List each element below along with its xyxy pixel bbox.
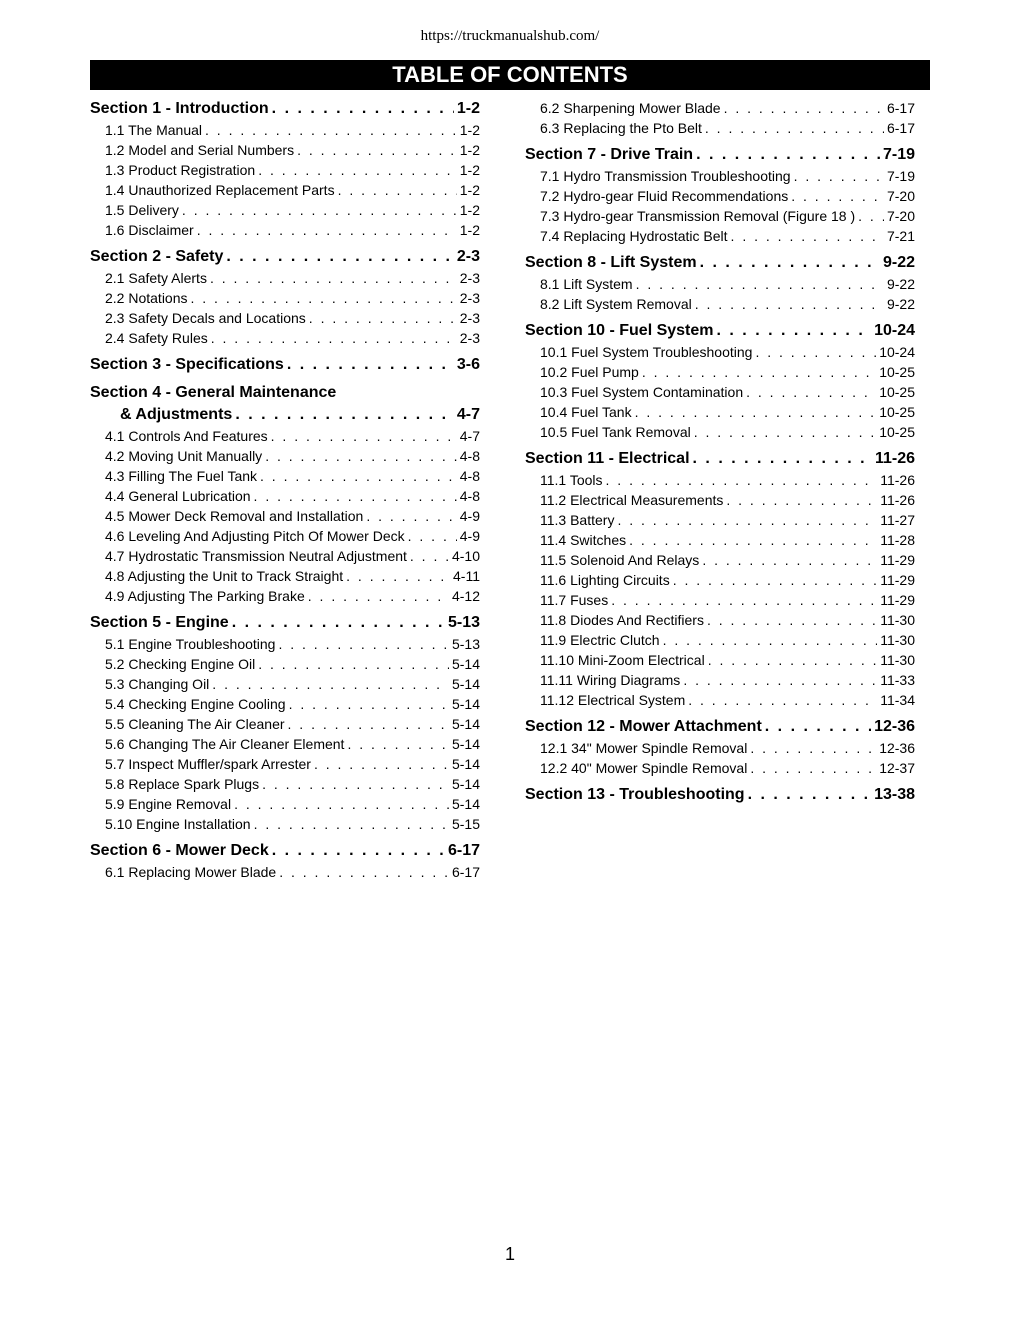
- toc-entry: [525, 294, 915, 314]
- toc-entry-label: 4.3 Filling The Fuel Tank: [105, 468, 258, 484]
- toc-entry-page: 1-2: [459, 162, 480, 178]
- toc-entry: [525, 590, 915, 610]
- toc-entry-page: 13-38: [874, 786, 915, 803]
- toc-entry-page: 1-2: [459, 182, 480, 198]
- dot-leader: [635, 402, 877, 422]
- toc-entry-label: 2.1 Safety Alerts: [105, 270, 207, 286]
- toc-entry-label: 5.9 Engine Removal: [105, 796, 232, 812]
- toc-entry: [90, 506, 480, 526]
- toc-entry-label: 1.3 Product Registration: [105, 162, 256, 178]
- toc-entry-label: 7.2 Hydro-gear Fluid Recommendations: [540, 188, 789, 204]
- dot-leader: [642, 362, 876, 382]
- toc-entry: [90, 694, 480, 714]
- toc-entry-label: Section 10 - Fuel System: [525, 322, 714, 339]
- toc-entry-page: 12-37: [879, 760, 915, 776]
- toc-entry-label: 10.4 Fuel Tank: [540, 404, 632, 420]
- dot-leader: [765, 716, 871, 738]
- toc-entry-label: 2.4 Safety Rules: [105, 330, 208, 346]
- toc-section-heading: [525, 320, 915, 342]
- toc-title: TABLE OF CONTENTS: [90, 60, 930, 90]
- toc-entry: [90, 546, 480, 566]
- toc-entry: [90, 466, 480, 486]
- toc-section-heading: [90, 246, 480, 268]
- toc-entry: [525, 690, 915, 710]
- dot-leader: [755, 342, 876, 362]
- toc-entry-label: Section 8 - Lift System: [525, 254, 697, 271]
- toc-entry-label: 5.7 Inspect Muffler/spark Arrester: [105, 756, 311, 772]
- toc-entry-label: 11.6 Lighting Circuits: [540, 572, 670, 588]
- toc-entry: [90, 654, 480, 674]
- toc-entry-label: 7.3 Hydro-gear Transmission Removal (Figure 18 ): [540, 208, 856, 224]
- toc-entry: [525, 186, 915, 206]
- toc-entry-label: Section 7 - Drive Train: [525, 146, 694, 163]
- dot-leader: [272, 98, 454, 120]
- dot-leader: [262, 774, 449, 794]
- toc-entry-page: 10-24: [879, 344, 915, 360]
- dot-leader: [232, 612, 445, 634]
- toc-entry-label: 11.5 Solenoid And Relays: [540, 552, 700, 568]
- toc-entry-label: 1.6 Disclaimer: [105, 222, 194, 238]
- toc-entry-page: 2-3: [459, 310, 480, 326]
- toc-entry-page: 9-22: [886, 296, 915, 312]
- toc-entry: [525, 758, 915, 778]
- toc-entry-page: 6-17: [447, 842, 480, 859]
- toc-entry-label: 11.1 Tools: [540, 472, 603, 488]
- dot-leader: [287, 354, 454, 376]
- dot-leader: [791, 186, 884, 206]
- dot-leader: [265, 446, 457, 466]
- toc-entry-label: 11.2 Electrical Measurements: [540, 492, 724, 508]
- toc-entry: [90, 328, 480, 348]
- toc-entry-label: 11.11 Wiring Diagrams: [540, 672, 681, 688]
- toc-entry: [525, 670, 915, 690]
- toc-entry-label: 2.2 Notations: [105, 290, 188, 306]
- toc-entry-label: Section 2 - Safety: [90, 248, 224, 265]
- dot-leader: [254, 486, 457, 506]
- toc-entry: [90, 734, 480, 754]
- dot-leader: [297, 140, 457, 160]
- toc-entry-page: 11-26: [880, 492, 915, 508]
- dot-leader: [707, 610, 877, 630]
- toc-entry-label: 4.1 Controls And Features: [105, 428, 268, 444]
- toc-entry-page: 7-19: [886, 168, 915, 184]
- dot-leader: [254, 814, 449, 834]
- page-number: 1: [504, 1244, 515, 1264]
- dot-leader: [211, 328, 457, 348]
- toc-entry-label: 6.1 Replacing Mower Blade: [105, 864, 277, 880]
- toc-entry-page: 5-14: [451, 656, 480, 672]
- toc-section-heading: [90, 404, 480, 426]
- toc-entry-label: & Adjustments: [120, 406, 233, 423]
- toc-entry-label: Section 13 - Troubleshooting: [525, 786, 745, 803]
- toc-entry-page: 7-20: [886, 208, 915, 224]
- toc-entry: [90, 714, 480, 734]
- toc-entry: [525, 510, 915, 530]
- toc-entry-page: 10-25: [879, 424, 915, 440]
- toc-entry: [90, 426, 480, 446]
- toc-entry-page: 11-29: [880, 592, 915, 608]
- dot-leader: [750, 758, 876, 778]
- toc-entry: [90, 308, 480, 328]
- toc-entry-page: 12-36: [879, 740, 915, 756]
- toc-entry-label: 11.9 Electric Clutch: [540, 632, 660, 648]
- dot-leader: [279, 862, 449, 882]
- toc-entry: [525, 226, 915, 246]
- toc-entry-label: 1.4 Unauthorized Replacement Parts: [105, 182, 335, 198]
- dot-leader: [683, 670, 877, 690]
- toc-entry: [90, 288, 480, 308]
- toc-entry-page: 11-30: [880, 652, 915, 668]
- toc-entry-page: 4-9: [459, 508, 480, 524]
- toc-entry-label: 5.3 Changing Oil: [105, 676, 210, 692]
- toc-entry-label: 7.1 Hydro Transmission Troubleshooting: [540, 168, 791, 184]
- toc-entry-page: 10-25: [879, 404, 915, 420]
- toc-entry-page: 2-3: [459, 270, 480, 286]
- toc-entry-page: 10-24: [874, 322, 915, 339]
- toc-entry-page: 4-8: [459, 448, 480, 464]
- dot-leader: [606, 470, 878, 490]
- toc-entry-label: 11.3 Battery: [540, 512, 615, 528]
- toc-entry-label: 8.1 Lift System: [540, 276, 633, 292]
- toc-entry-label: Section 5 - Engine: [90, 614, 229, 631]
- toc-entry-label: 5.1 Engine Troubleshooting: [105, 636, 276, 652]
- dot-leader: [629, 530, 877, 550]
- dot-leader: [695, 294, 884, 314]
- toc-entry-label: 11.7 Fuses: [540, 592, 609, 608]
- toc-entry-page: 5-14: [451, 776, 480, 792]
- toc-entry: [90, 754, 480, 774]
- toc-entry: [90, 200, 480, 220]
- dot-leader: [258, 160, 457, 180]
- dot-leader: [210, 268, 457, 288]
- dot-leader: [663, 630, 878, 650]
- source-url: https://truckmanualshub.com/: [420, 28, 600, 44]
- toc-section-heading: [525, 784, 915, 806]
- dot-leader: [688, 690, 877, 710]
- toc-entry: [90, 120, 480, 140]
- toc-entry-page: 2-3: [459, 290, 480, 306]
- toc-entry-page: 11-29: [880, 552, 915, 568]
- toc-entry-label: 1.2 Model and Serial Numbers: [105, 142, 295, 158]
- toc-entry-label: 1.1 The Manual: [105, 122, 203, 138]
- toc-entry-page: 11-33: [880, 672, 915, 688]
- toc-entry: [90, 814, 480, 834]
- toc-entry-page: 7-21: [886, 228, 915, 244]
- toc-entry-label: 12.2 40" Mower Spindle Removal: [540, 760, 748, 776]
- dot-leader: [346, 566, 450, 586]
- dot-leader: [750, 738, 876, 758]
- toc-section-heading: [90, 840, 480, 862]
- toc-entry: [525, 610, 915, 630]
- dot-leader: [731, 226, 884, 246]
- toc-entry-label: Section 1 - Introduction: [90, 100, 269, 117]
- dot-leader: [272, 840, 445, 862]
- toc-entry-page: 1-2: [459, 122, 480, 138]
- toc-entry-page: 11-29: [880, 572, 915, 588]
- toc-entry-page: 9-22: [882, 254, 915, 271]
- toc-entry-page: 6-17: [451, 864, 480, 880]
- toc-entry-page: 5-13: [451, 636, 480, 652]
- toc-entry-label: 1.5 Delivery: [105, 202, 179, 218]
- dot-leader: [858, 206, 884, 226]
- toc-entry-page: 1-2: [459, 222, 480, 238]
- toc-entry: [525, 98, 915, 118]
- toc-entry-page: 11-27: [880, 512, 915, 528]
- dot-leader: [748, 784, 872, 806]
- toc-entry: [90, 634, 480, 654]
- toc-entry: [525, 402, 915, 422]
- toc-entry-page: 11-30: [880, 612, 915, 628]
- toc-entry-page: 4-10: [451, 548, 480, 564]
- toc-section-heading: [525, 252, 915, 274]
- dot-leader: [205, 120, 457, 140]
- toc-entry-page: 4-7: [459, 428, 480, 444]
- toc-entry: [525, 206, 915, 226]
- toc-entry-label: Section 12 - Mower Attachment: [525, 718, 762, 735]
- dot-leader: [347, 734, 449, 754]
- toc-entry-label: 4.8 Adjusting the Unit to Track Straight: [105, 568, 344, 584]
- toc-entry-label: 4.5 Mower Deck Removal and Installation: [105, 508, 364, 524]
- toc-entry: [90, 862, 480, 882]
- toc-entry-label: 6.3 Replacing the Pto Belt: [540, 120, 702, 136]
- toc-entry-label: Section 4 - General Maintenance: [90, 384, 337, 401]
- dot-leader: [226, 246, 454, 268]
- toc-entry-label: 11.10 Mini-Zoom Electrical: [540, 652, 705, 668]
- toc-entry-page: 2-3: [456, 248, 480, 265]
- toc-entry-page: 4-7: [456, 406, 480, 423]
- toc-entry-page: 3-6: [456, 356, 480, 373]
- toc-entry: [525, 490, 915, 510]
- toc-entry: [90, 774, 480, 794]
- toc-entry: [525, 650, 915, 670]
- toc-entry-page: 9-22: [886, 276, 915, 292]
- toc-entry-page: 2-3: [459, 330, 480, 346]
- dot-leader: [338, 180, 457, 200]
- toc-entry-label: 8.2 Lift System Removal: [540, 296, 692, 312]
- toc-entry-label: 10.5 Fuel Tank Removal: [540, 424, 691, 440]
- toc-entry: [90, 180, 480, 200]
- dot-leader: [408, 526, 457, 546]
- dot-leader: [289, 694, 449, 714]
- dot-leader: [366, 506, 456, 526]
- toc-entry: [525, 362, 915, 382]
- toc-right-column: [525, 98, 915, 806]
- toc-entry-page: 1-2: [456, 100, 480, 117]
- toc-entry-page: 6-17: [886, 120, 915, 136]
- toc-entry-label: 5.10 Engine Installation: [105, 816, 251, 832]
- dot-leader: [794, 166, 884, 186]
- toc-section-heading: [90, 382, 480, 404]
- toc-entry-page: 4-11: [453, 568, 480, 584]
- toc-entry: [525, 422, 915, 442]
- toc-entry-page: 4-8: [459, 488, 480, 504]
- toc-entry-page: 5-14: [451, 716, 480, 732]
- dot-leader: [724, 98, 884, 118]
- dot-leader: [288, 714, 449, 734]
- toc-entry-label: 4.4 General Lubrication: [105, 488, 251, 504]
- toc-entry-page: 6-17: [886, 100, 915, 116]
- toc-entry-page: 10-25: [879, 384, 915, 400]
- toc-entry: [525, 630, 915, 650]
- toc-entry-label: Section 11 - Electrical: [525, 450, 690, 467]
- toc-entry-page: 1-2: [459, 202, 480, 218]
- toc-entry: [90, 586, 480, 606]
- toc-entry-label: 10.2 Fuel Pump: [540, 364, 639, 380]
- toc-entry: [90, 794, 480, 814]
- toc-entry-page: 4-9: [459, 528, 480, 544]
- dot-leader: [309, 308, 457, 328]
- dot-leader: [726, 490, 877, 510]
- dot-leader: [258, 654, 449, 674]
- toc-entry: [90, 674, 480, 694]
- toc-entry-label: Section 3 - Specifications: [90, 356, 284, 373]
- dot-leader: [410, 546, 449, 566]
- toc-entry-page: 1-2: [459, 142, 480, 158]
- toc-entry-label: 4.6 Leveling And Adjusting Pitch Of Mower Deck: [105, 528, 405, 544]
- toc-entry-page: 11-30: [880, 632, 915, 648]
- toc-entry: [525, 530, 915, 550]
- toc-entry-page: 5-15: [451, 816, 480, 832]
- dot-leader: [717, 320, 872, 342]
- toc-entry-label: 6.2 Sharpening Mower Blade: [540, 100, 721, 116]
- toc-entry-page: 10-25: [879, 364, 915, 380]
- toc-entry: [525, 470, 915, 490]
- toc-section-heading: [525, 716, 915, 738]
- toc-entry-label: 10.1 Fuel System Troubleshooting: [540, 344, 753, 360]
- toc-entry-page: 5-14: [451, 796, 480, 812]
- toc-entry: [525, 118, 915, 138]
- toc-entry-page: 7-19: [882, 146, 915, 163]
- toc-entry-page: 5-14: [451, 736, 480, 752]
- toc-entry: [90, 566, 480, 586]
- dot-leader: [197, 220, 457, 240]
- toc-entry-page: 11-28: [880, 532, 915, 548]
- toc-entry-label: 10.3 Fuel System Contamination: [540, 384, 744, 400]
- dot-leader: [705, 118, 884, 138]
- toc-entry-label: 12.1 34" Mower Spindle Removal: [540, 740, 748, 756]
- toc-entry-label: 11.4 Switches: [540, 532, 627, 548]
- toc-entry: [525, 550, 915, 570]
- toc-entry: [525, 274, 915, 294]
- toc-entry-label: 5.6 Changing The Air Cleaner Element: [105, 736, 345, 752]
- toc-left-column: [90, 98, 480, 882]
- toc-entry-page: 5-13: [447, 614, 480, 631]
- toc-entry-page: 4-8: [459, 468, 480, 484]
- dot-leader: [696, 144, 880, 166]
- toc-section-heading: [525, 144, 915, 166]
- toc-entry-page: 12-36: [874, 718, 915, 735]
- toc-entry: [525, 342, 915, 362]
- toc-entry: [90, 526, 480, 546]
- toc-entry-label: 5.2 Checking Engine Oil: [105, 656, 256, 672]
- dot-leader: [611, 590, 877, 610]
- dot-leader: [271, 426, 457, 446]
- toc-entry-page: 7-20: [886, 188, 915, 204]
- toc-entry-label: 4.9 Adjusting The Parking Brake: [105, 588, 305, 604]
- dot-leader: [212, 674, 449, 694]
- toc-section-heading: [525, 448, 915, 470]
- dot-leader: [617, 510, 877, 530]
- dot-leader: [235, 404, 454, 426]
- dot-leader: [746, 382, 876, 402]
- dot-leader: [708, 650, 878, 670]
- toc-entry: [525, 166, 915, 186]
- dot-leader: [308, 586, 449, 606]
- toc-entry: [90, 486, 480, 506]
- toc-entry: [525, 570, 915, 590]
- toc-entry-label: 4.7 Hydrostatic Transmission Neutral Adjustment: [105, 548, 407, 564]
- toc-entry-label: 5.8 Replace Spark Plugs: [105, 776, 260, 792]
- toc-entry-label: 5.4 Checking Engine Cooling: [105, 696, 286, 712]
- toc-entry-label: 5.5 Cleaning The Air Cleaner: [105, 716, 285, 732]
- toc-entry: [90, 446, 480, 466]
- dot-leader: [234, 794, 449, 814]
- dot-leader: [700, 252, 880, 274]
- toc-entry-page: 5-14: [451, 756, 480, 772]
- toc-entry-page: 11-34: [880, 692, 915, 708]
- dot-leader: [182, 200, 457, 220]
- toc-entry-page: 5-14: [451, 676, 480, 692]
- dot-leader: [673, 570, 878, 590]
- toc-entry: [90, 220, 480, 240]
- dot-leader: [694, 422, 876, 442]
- toc-entry-label: 7.4 Replacing Hydrostatic Belt: [540, 228, 728, 244]
- toc-entry-label: 11.8 Diodes And Rectifiers: [540, 612, 704, 628]
- toc-entry-page: 11-26: [874, 450, 915, 467]
- dot-leader: [278, 634, 449, 654]
- toc-entry-label: Section 6 - Mower Deck: [90, 842, 269, 859]
- toc-entry: [525, 738, 915, 758]
- toc-entry: [525, 382, 915, 402]
- dot-leader: [191, 288, 457, 308]
- toc-section-heading: [90, 98, 480, 120]
- toc-entry: [90, 268, 480, 288]
- toc-entry-label: 11.12 Electrical System: [540, 692, 686, 708]
- toc-section-heading: [90, 612, 480, 634]
- dot-leader: [702, 550, 877, 570]
- dot-leader: [314, 754, 449, 774]
- toc-entry-page: 11-26: [880, 472, 915, 488]
- toc-entry-label: 4.2 Moving Unit Manually: [105, 448, 263, 464]
- dot-leader: [260, 466, 457, 486]
- toc-entry-page: 5-14: [451, 696, 480, 712]
- toc-section-heading: [90, 354, 480, 376]
- dot-leader: [636, 274, 884, 294]
- toc-entry: [90, 140, 480, 160]
- toc-entry-page: 4-12: [451, 588, 480, 604]
- toc-entry: [90, 160, 480, 180]
- toc-entry-label: 2.3 Safety Decals and Locations: [105, 310, 306, 326]
- dot-leader: [693, 448, 872, 470]
